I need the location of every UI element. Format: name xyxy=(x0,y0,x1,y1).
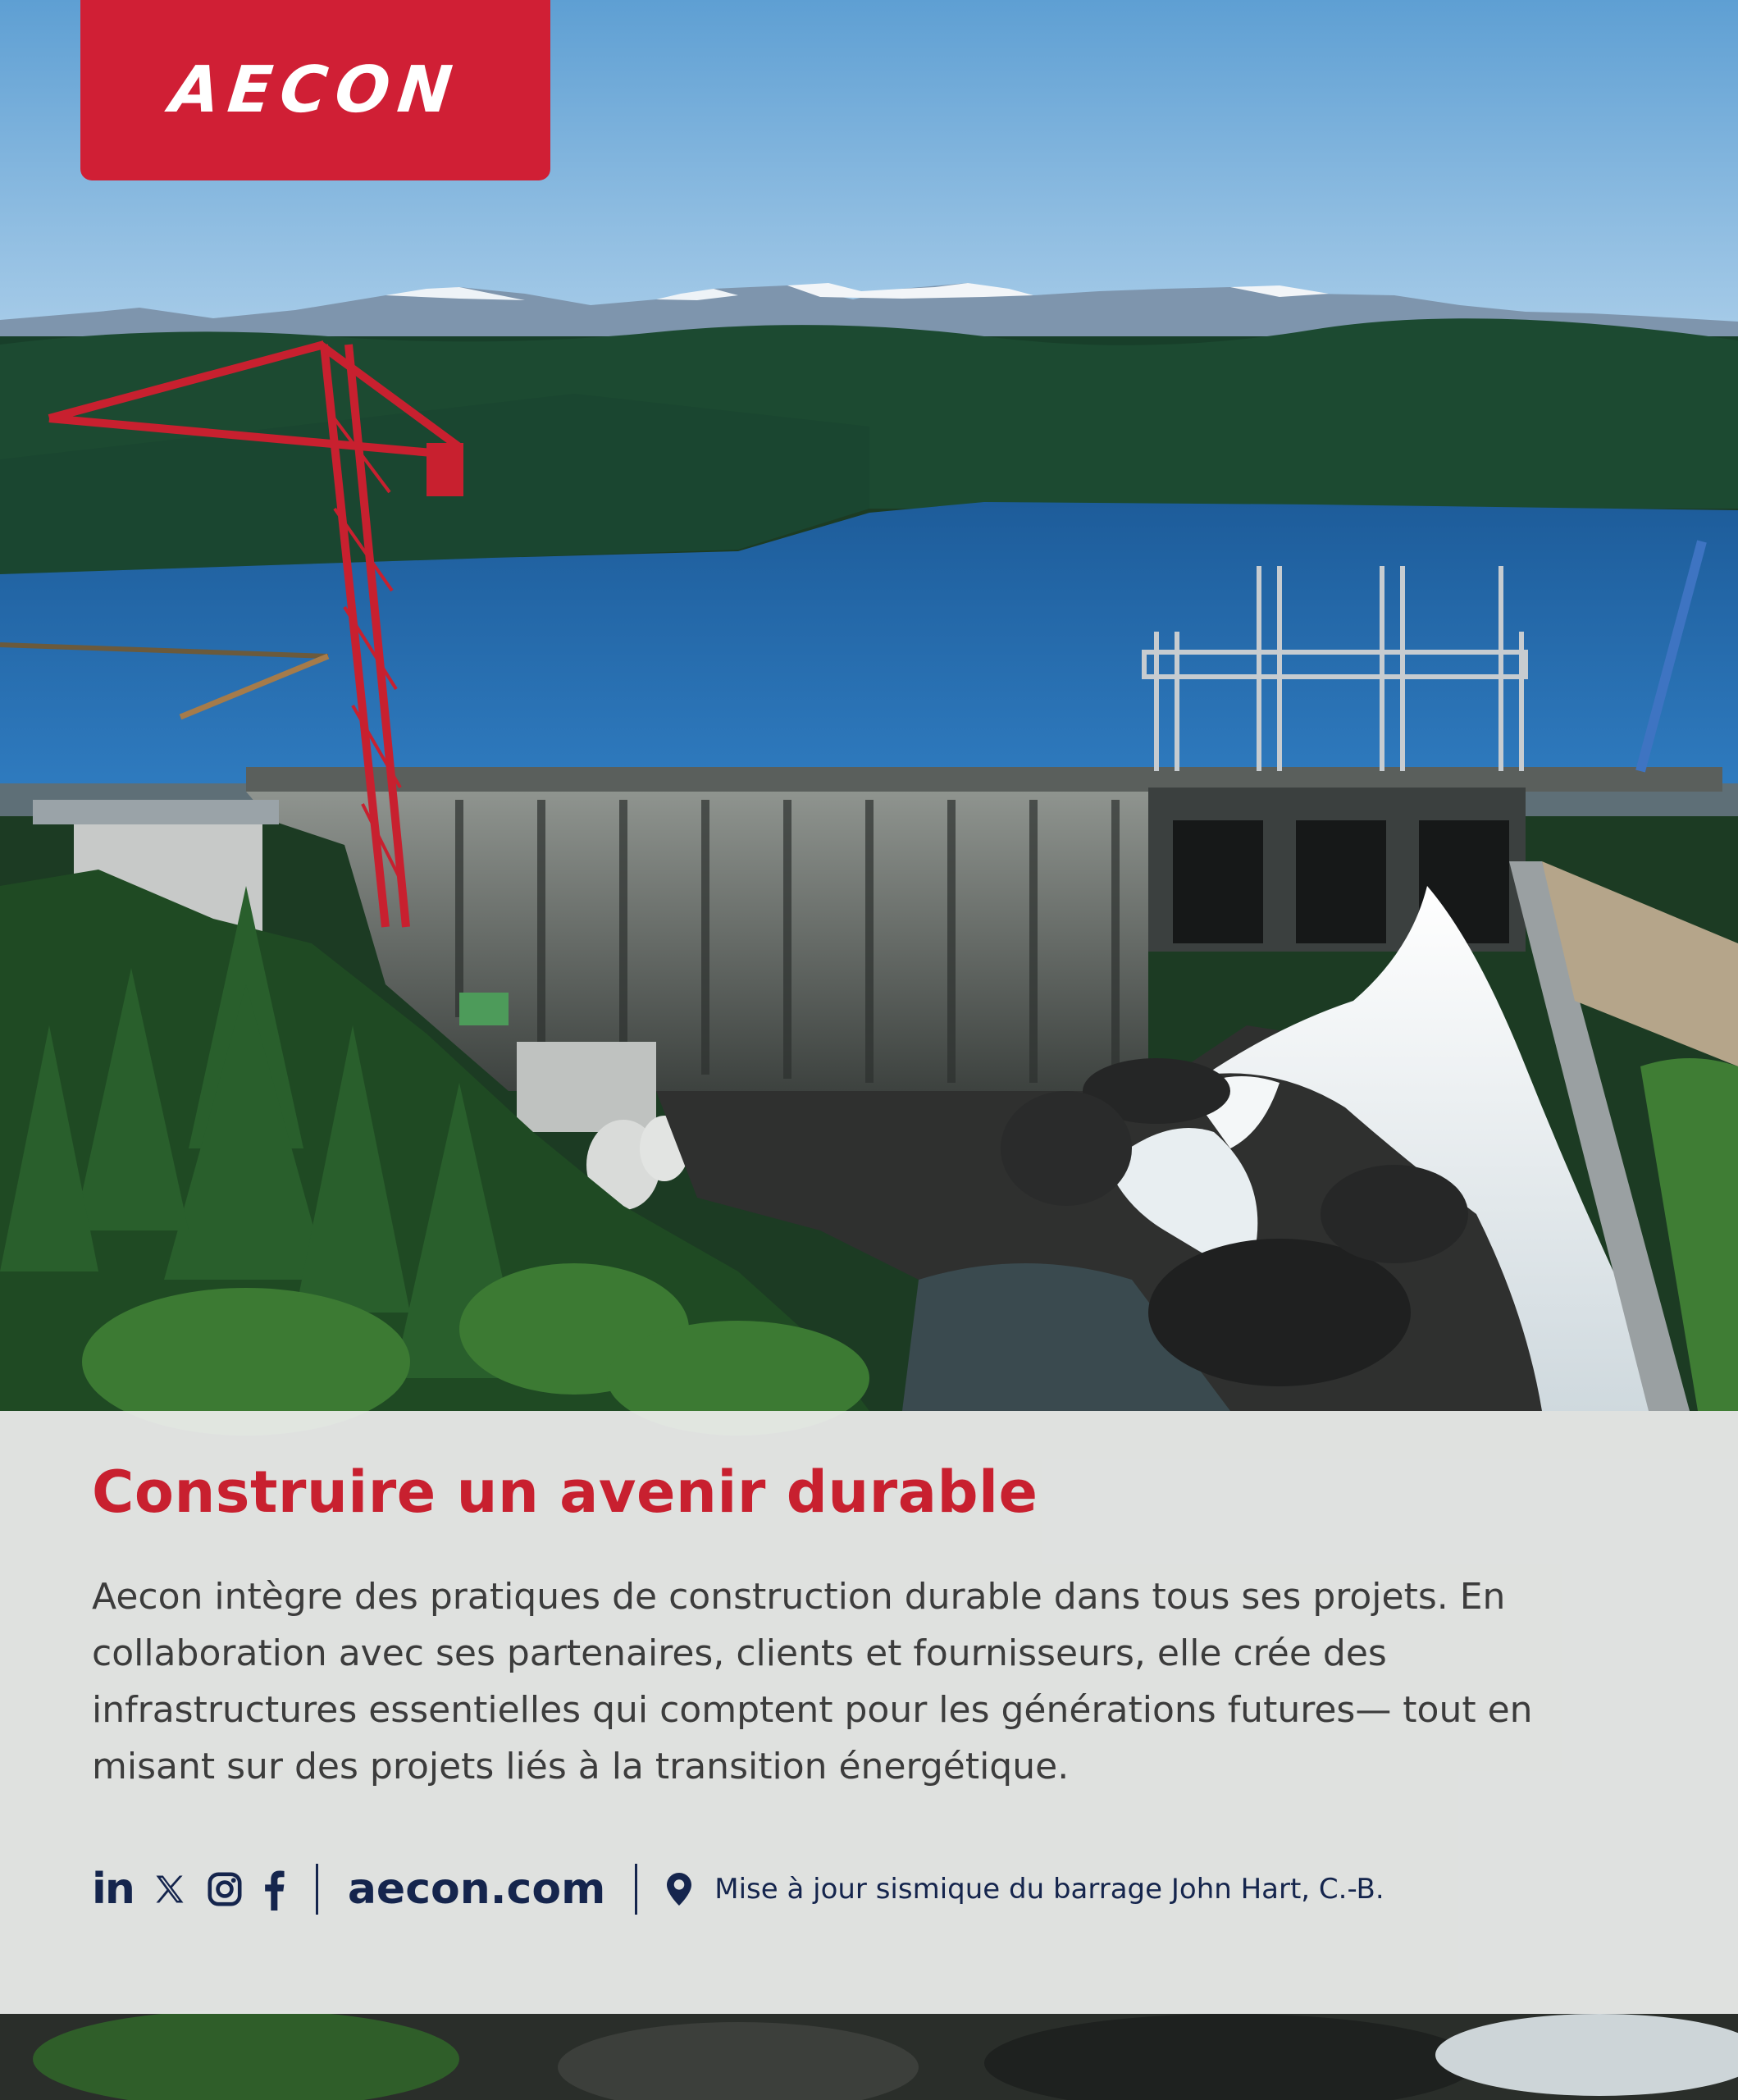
body-paragraph: Aecon intègre des pratiques de construction durable dans tous ses projets. En collaboration avec ses partenaires, clients et fournisseurs, elle crée des infrastructures essentielles qui comptent pour les générations futures— tout en misant sur des projets liés à la transition énergétique. xyxy=(92,1576,1533,1787)
logo-wordmark: AECON xyxy=(167,53,464,127)
instagram-icon[interactable] xyxy=(206,1865,244,1914)
facebook-icon[interactable] xyxy=(262,1865,286,1914)
map-pin-icon xyxy=(667,1873,691,1906)
linkedin-icon[interactable] xyxy=(92,1865,134,1914)
headline: Construire un avenir durable xyxy=(92,1459,1038,1526)
linkedin-label: in xyxy=(92,1865,134,1914)
footer-row xyxy=(92,1860,1384,1918)
photo-location-caption: Mise à jour sismique du barrage John Hart, C.-B. xyxy=(714,1873,1384,1906)
footer-divider xyxy=(635,1864,637,1915)
website-link[interactable]: aecon.com xyxy=(347,1865,606,1914)
x-icon[interactable] xyxy=(152,1865,188,1914)
aecon-logo xyxy=(80,0,550,180)
footer-divider xyxy=(316,1864,318,1915)
social-links xyxy=(92,1865,286,1914)
